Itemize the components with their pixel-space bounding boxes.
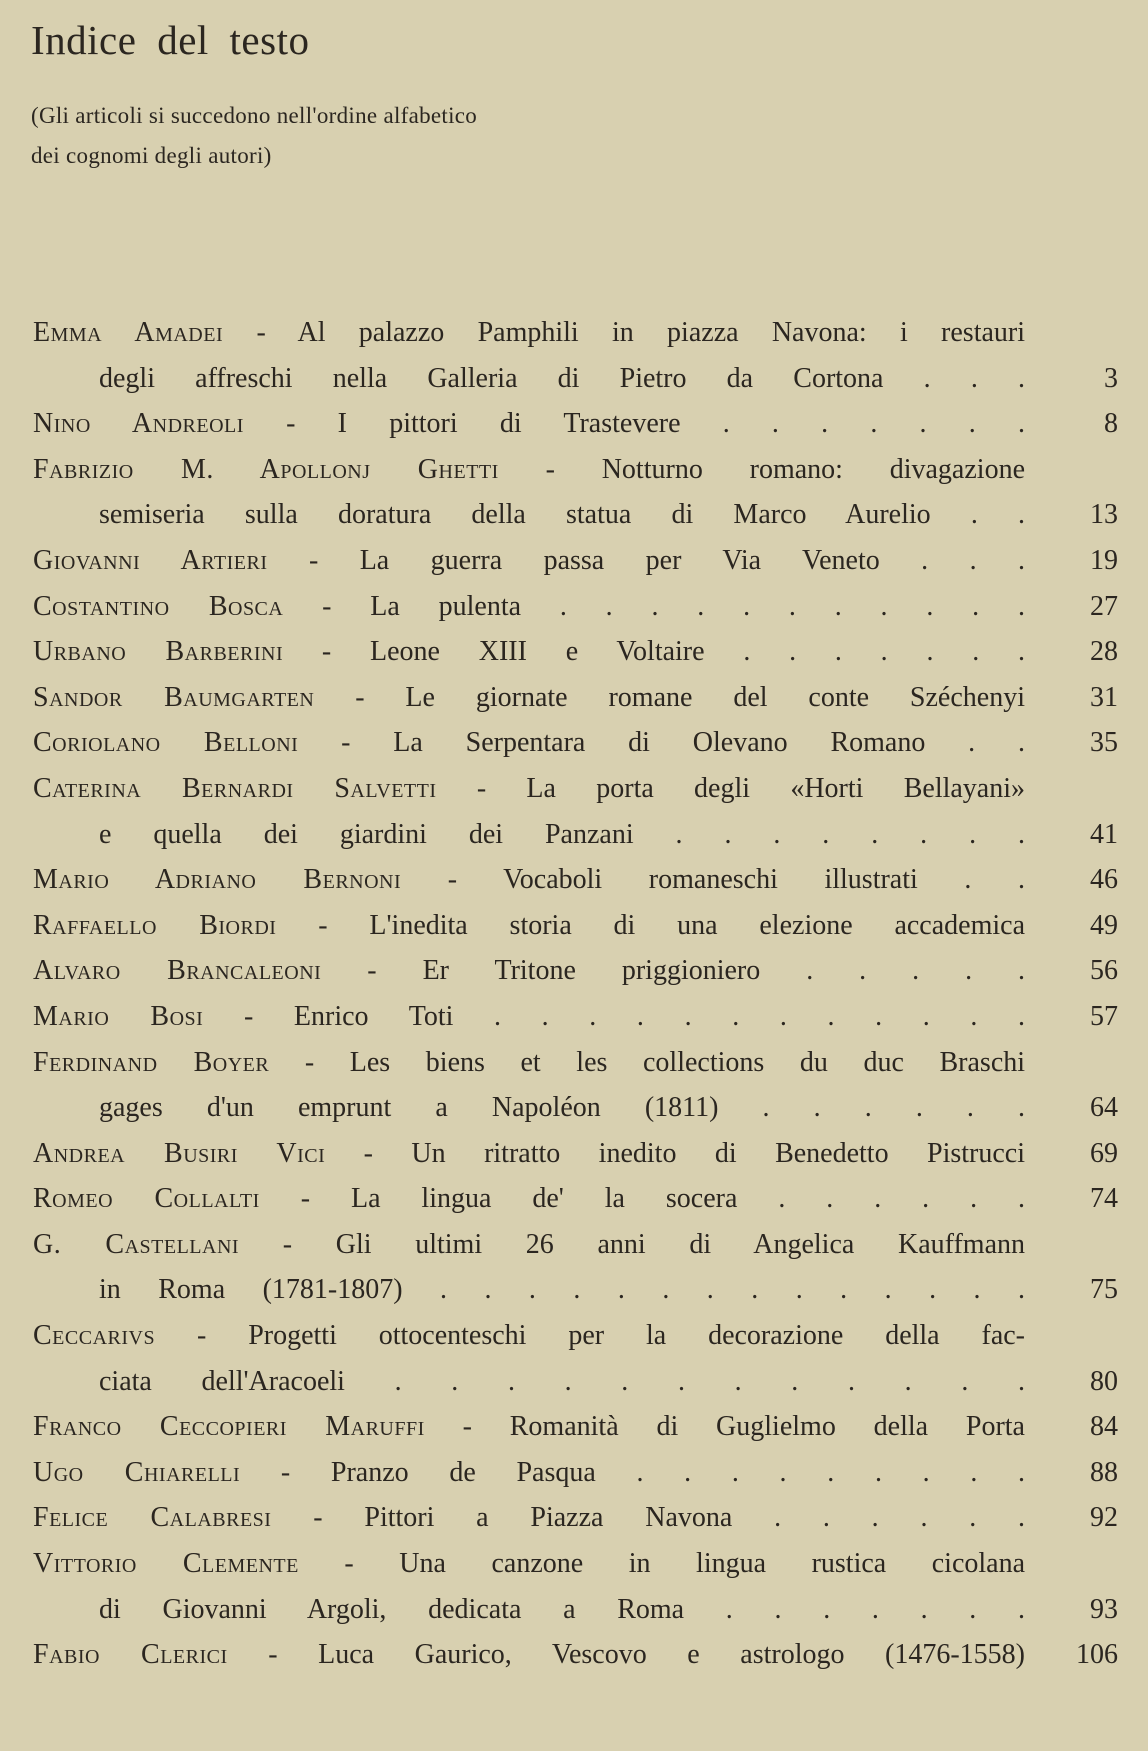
entry-title: [33, 629, 1025, 675]
entry-author: Romeo Collalti: [33, 1183, 260, 1215]
entry-title-text: - Er Tritone priggioniero . . . . .: [367, 955, 1025, 987]
toc-entry: [33, 994, 1118, 1040]
entry-title: [33, 1313, 1025, 1359]
page-number: 41: [1090, 818, 1118, 850]
entry-author: Andrea Busiri Vici: [33, 1137, 326, 1169]
entry-title-text: - Leone XIII e Voltaire . . . . . . .: [321, 636, 1025, 668]
toc-entry: [33, 492, 1118, 538]
page-number: 3: [1104, 362, 1118, 394]
page-number: [1025, 447, 1118, 493]
toc-entry: [33, 720, 1118, 766]
page-number: 19: [1090, 544, 1118, 576]
entry-title-text: - Enrico Toti . . . . . . . . . . . .: [243, 1000, 1025, 1032]
entry-author: Costantino Bosca: [33, 590, 284, 622]
page-number: [1025, 766, 1118, 812]
entry-title-continuation: [99, 1085, 1025, 1131]
toc-entry: [33, 1450, 1118, 1496]
page-number: 28: [1090, 636, 1118, 668]
page-number: 106: [1076, 1639, 1118, 1671]
entry-title-text: - Notturno romano: divagazione: [545, 453, 1025, 485]
toc-entry: [33, 447, 1118, 493]
entry-title: [33, 584, 1025, 630]
toc-entry: [33, 1040, 1118, 1086]
toc-entry: [33, 1495, 1118, 1541]
page-number: 13: [1090, 499, 1118, 531]
entry-title: [33, 447, 1025, 493]
entry-title: [33, 1632, 1025, 1678]
page-number: [1025, 1040, 1118, 1086]
subtitle-line: (Gli articoli si succedono nell'ordine alfabetico: [31, 103, 478, 128]
entry-title-text: - Pranzo de Pasqua . . . . . . . . .: [280, 1456, 1025, 1488]
entry-title: [33, 1222, 1025, 1268]
page-number: 93: [1090, 1593, 1118, 1625]
page-number: [1025, 1313, 1118, 1359]
toc-entry: [33, 1404, 1118, 1450]
entry-author: Felice Calabresi: [33, 1502, 272, 1534]
entry-title-continuation: [99, 356, 1025, 402]
page-number: [1025, 1541, 1118, 1587]
page-number: 84: [1090, 1411, 1118, 1443]
page-number: 88: [1090, 1456, 1118, 1488]
entry-author: Mario Bosi: [33, 1000, 204, 1032]
page-number: 8: [1104, 408, 1118, 440]
page-number: 27: [1090, 590, 1118, 622]
entry-title-text: - Gli ultimi 26 anni di Angelica Kauffmann: [282, 1228, 1025, 1260]
toc-entry: [33, 1587, 1118, 1633]
toc-entry: [33, 1313, 1118, 1359]
subtitle-line: dei cognomi degli autori): [31, 143, 272, 168]
table-of-contents: [33, 310, 1118, 1678]
entry-title-text: - Una canzone in lingua rustica cicolana: [344, 1548, 1025, 1580]
page-number: 80: [1090, 1365, 1118, 1397]
entry-title-text: - Le giornate romane del conte Széchenyi: [355, 681, 1025, 713]
entry-title: [33, 401, 1025, 447]
entry-title: [33, 766, 1025, 812]
toc-entry: [33, 857, 1118, 903]
entry-title: [33, 857, 1025, 903]
toc-entry: [33, 629, 1118, 675]
toc-entry: [33, 401, 1118, 447]
entry-title-text: e quella dei giardini dei Panzani . . . . . . . .: [99, 818, 1025, 850]
toc-entry: [33, 812, 1118, 858]
toc-entry: [33, 766, 1118, 812]
toc-entry: [33, 675, 1118, 721]
entry-title: [33, 1450, 1025, 1496]
toc-entry: [33, 948, 1118, 994]
entry-title-text: - Les biens et les collections du duc Braschi: [304, 1046, 1025, 1078]
entry-title-text: - Vocaboli romaneschi illustrati . .: [447, 864, 1025, 896]
entry-title-text: - Un ritratto inedito di Benedetto Pistrucci: [363, 1137, 1025, 1169]
toc-entry: [33, 538, 1118, 584]
entry-title: [33, 1040, 1025, 1086]
entry-title-text: semiseria sulla doratura della statua di Marco Aurelio . .: [99, 499, 1025, 531]
page-number: 31: [1090, 681, 1118, 713]
entry-title: [33, 903, 1025, 949]
entry-title-continuation: [99, 812, 1025, 858]
entry-title-text: - Romanità di Guglielmo della Porta: [462, 1411, 1025, 1443]
entry-author: G. Castellani: [33, 1228, 240, 1260]
toc-entry: [33, 903, 1118, 949]
entry-author: Ugo Chiarelli: [33, 1456, 241, 1488]
entry-title-continuation: [99, 1359, 1025, 1405]
entry-author: Franco Ceccopieri Maruffi: [33, 1411, 425, 1443]
entry-title-text: di Giovanni Argoli, dedicata a Roma . . . . . . .: [99, 1593, 1025, 1625]
page-number: 49: [1090, 909, 1118, 941]
page-number: 46: [1090, 864, 1118, 896]
entry-title-text: - Progetti ottocenteschi per la decorazione della fac-: [196, 1320, 1025, 1352]
entry-author: Alvaro Brancaleoni: [33, 955, 322, 987]
entry-author: Nino Andreoli: [33, 408, 244, 440]
page-title: Indice del testo: [31, 17, 310, 63]
page-number: [1025, 1222, 1118, 1268]
page-number: 56: [1090, 955, 1118, 987]
entry-title-continuation: [99, 1267, 1025, 1313]
toc-entry: [33, 356, 1118, 402]
toc-entry: [33, 1176, 1118, 1222]
page-number: 64: [1090, 1092, 1118, 1124]
toc-entry: [33, 1131, 1118, 1177]
entry-title-text: - La guerra passa per Via Veneto . . .: [308, 544, 1025, 576]
entry-author: Mario Adriano Bernoni: [33, 864, 402, 896]
entry-title-text: - La pulenta . . . . . . . . . . .: [322, 590, 1025, 622]
entry-author: Vittorio Clemente: [33, 1548, 299, 1580]
entry-title-text: - I pittori di Trastevere . . . . . . .: [286, 408, 1025, 440]
toc-entry: [33, 310, 1118, 356]
entry-author: Emma Amadei: [33, 317, 224, 348]
entry-title: [33, 1404, 1025, 1450]
toc-entry: [33, 584, 1118, 630]
page-number: 75: [1090, 1274, 1118, 1306]
entry-title-continuation: [99, 1587, 1025, 1633]
entry-title: [33, 1176, 1025, 1222]
entry-title: [33, 1495, 1025, 1541]
entry-author: Fabrizio M. Apollonj Ghetti: [33, 453, 499, 485]
entry-author: Raffaello Biordi: [33, 909, 277, 941]
entry-title-text: degli affreschi nella Galleria di Pietro da Cortona . . .: [99, 362, 1025, 394]
entry-title-text: - Al palazzo Pamphili in piazza Navona: i restauri: [256, 317, 1025, 348]
entry-title: [33, 720, 1025, 766]
entry-author: Giovanni Artieri: [33, 544, 268, 576]
entry-title: [33, 675, 1025, 721]
entry-author: Sandor Baumgarten: [33, 681, 315, 713]
toc-entry: [33, 1267, 1118, 1313]
subtitle: [31, 96, 477, 176]
entry-title: [33, 538, 1025, 584]
toc-entry: [33, 1632, 1118, 1678]
page-number: 57: [1090, 1000, 1118, 1032]
entry-title-text: - La lingua de' la socera . . . . . .: [300, 1183, 1025, 1215]
page-number: 92: [1090, 1502, 1118, 1534]
entry-title-text: - L'inedita storia di una elezione accademica: [318, 909, 1025, 941]
toc-entry: [33, 1222, 1118, 1268]
entry-title-text: - Pittori a Piazza Navona . . . . . .: [313, 1502, 1025, 1534]
entry-title: [33, 994, 1025, 1040]
toc-entry: [33, 1359, 1118, 1405]
entry-title: [33, 1131, 1025, 1177]
entry-title-text: - La porta degli «Horti Bellayani»: [476, 772, 1025, 804]
entry-author: Caterina Bernardi Salvetti: [33, 772, 437, 804]
entry-title-text: in Roma (1781-1807) . . . . . . . . . . . . . .: [99, 1274, 1025, 1306]
entry-author: Urbano Barberini: [33, 636, 284, 668]
entry-author: Ferdinand Boyer: [33, 1046, 270, 1078]
entry-title-text: - Luca Gaurico, Vescovo e astrologo (1476-1558): [268, 1639, 1025, 1671]
entry-author: Ceccarivs: [33, 1320, 156, 1352]
entry-title-continuation: [99, 492, 1025, 538]
entry-title: [33, 310, 1025, 356]
toc-entry: [33, 1541, 1118, 1587]
toc-entry: [33, 1085, 1118, 1131]
entry-title: [33, 1541, 1025, 1587]
entry-title: [33, 948, 1025, 994]
page-number: [1025, 310, 1118, 356]
entry-author: Coriolano Belloni: [33, 727, 299, 759]
entry-title-text: gages d'un emprunt a Napoléon (1811) . . . . . .: [99, 1092, 1025, 1124]
entry-title-text: - La Serpentara di Olevano Romano . .: [341, 727, 1025, 759]
page-number: 69: [1090, 1137, 1118, 1169]
page-number: 74: [1090, 1183, 1118, 1215]
entry-author: Fabio Clerici: [33, 1639, 228, 1671]
entry-title-text: ciata dell'Aracoeli . . . . . . . . . . . .: [99, 1365, 1025, 1397]
page-number: 35: [1090, 727, 1118, 759]
